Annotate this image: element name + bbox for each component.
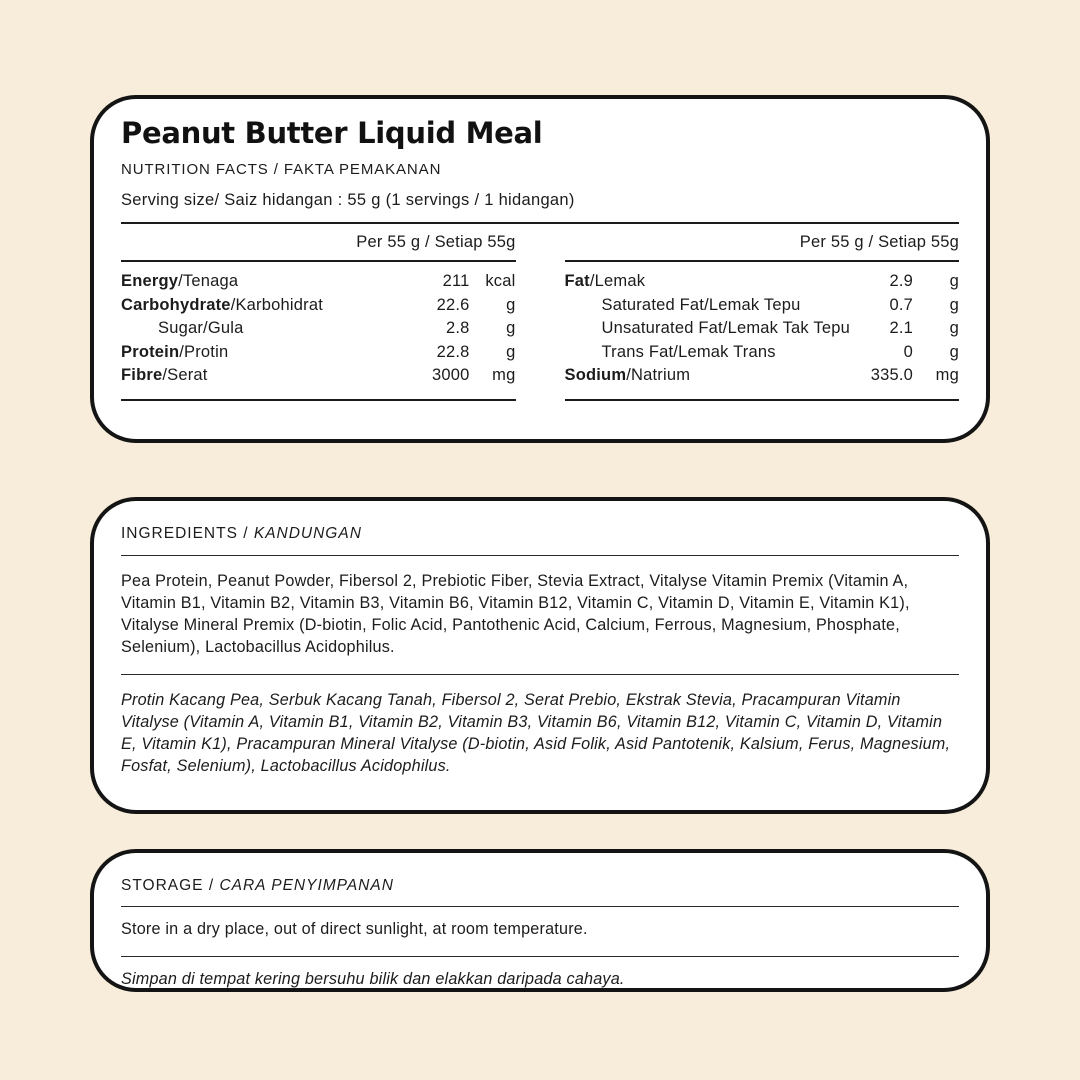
nutrition-row-carbohydrate [121, 296, 516, 320]
nutrient-label: Saturated Fat/Lemak Tepu [601, 295, 801, 314]
nutrient-unit: g [506, 342, 516, 361]
per-serving-header-right: Per 55 g / Setiap 55g [565, 224, 960, 262]
storage-heading: STORAGE / CARA PENYIMPANAN [121, 877, 394, 894]
product-title: Peanut Butter Liquid Meal [121, 116, 543, 150]
nutrient-label: Fibre/Serat [121, 366, 208, 384]
ingredients-divider-top [121, 555, 959, 556]
nutrient-value: 22.6 [436, 295, 470, 314]
ingredients-heading-malay: KANDUNGAN [253, 525, 362, 542]
nutrition-tables [121, 224, 959, 401]
serving-size-line: Serving size/ Saiz hidangan : 55 g (1 servings / 1 hidangan) [121, 191, 575, 209]
nutrient-label: Sugar/Gula [158, 319, 244, 337]
nutrient-label: Fat/Lemak [564, 272, 646, 290]
storage-heading-malay: CARA PENYIMPANAN [219, 877, 394, 894]
nutrient-unit: mg [492, 366, 516, 384]
nutrient-value: 0 [903, 342, 913, 361]
nutrient-unit: g [506, 319, 516, 337]
nutrient-unit: g [506, 295, 516, 314]
nutrient-value: 2.1 [889, 319, 913, 337]
nutrient-value: 2.9 [889, 272, 913, 290]
nutrition-row-sodium [565, 366, 960, 390]
nutrient-value: 211 [442, 272, 470, 290]
nutrient-unit: g [949, 295, 959, 314]
nutrient-unit: mg [935, 366, 959, 384]
storage-text-malay: Simpan di tempat kering bersuhu bilik dan elakkan daripada cahaya. [121, 970, 625, 989]
nutrient-value: 335.0 [870, 366, 913, 384]
storage-divider-top [121, 906, 959, 907]
nutrition-table-left [121, 224, 516, 401]
nutrient-label: Energy/Tenaga [121, 272, 239, 290]
nutrition-row-trans-fat [565, 343, 960, 367]
nutrient-value: 0.7 [889, 295, 913, 314]
ingredients-heading: INGREDIENTS / KANDUNGAN [121, 525, 362, 542]
nutrition-facts-heading: NUTRITION FACTS / FAKTA PEMAKANAN [121, 161, 442, 178]
nutrition-table-right [565, 224, 960, 401]
nutrition-rows-left [121, 262, 516, 401]
nutrition-row-saturated-fat [565, 296, 960, 320]
nutrition-facts-card [90, 95, 990, 443]
nutrient-value: 3000 [431, 366, 470, 384]
nutrient-value: 2.8 [445, 319, 470, 337]
ingredients-divider-middle [121, 674, 959, 675]
storage-text-english: Store in a dry place, out of direct sunlight, at room temperature. [121, 920, 588, 938]
nutrient-unit: g [949, 272, 959, 290]
nutrition-row-fibre [121, 366, 516, 390]
storage-divider-middle [121, 956, 959, 957]
nutrition-row-energy [121, 272, 516, 296]
nutrient-label: Carbohydrate/Karbohidrat [121, 295, 323, 314]
nutrition-row-unsaturated-fat [565, 319, 960, 343]
ingredients-text-english: Pea Protein, Peanut Powder, Fibersol 2, Prebiotic Fiber, Stevia Extract, Vitalyse Vitamin Premix (Vitamin A, Vitamin B1, Vitamin B2, Vitamin B3, Vitamin B6, Vitamin B12, Vitamin C, Vitamin D, Vitamin E, Vitamin K1), Vitalyse Mineral Premix (D-biotin, Folic Acid, Pantothenic Acid, Calcium, Ferrous, Magnesium, Phosphate, Selenium), Lactobacillus Acidophilus. [121, 572, 910, 656]
per-serving-header-left: Per 55 g / Setiap 55g [121, 224, 516, 262]
nutrient-label: Trans Fat/Lemak Trans [601, 342, 776, 361]
nutrition-row-protein [121, 343, 516, 367]
nutrient-unit: g [949, 342, 959, 361]
ingredients-text-malay: Protin Kacang Pea, Serbuk Kacang Tanah, Fibersol 2, Serat Prebio, Ekstrak Stevia, Pracampuran Vitamin Vitalyse (Vitamin A, Vitamin B1, Vitamin B2, Vitamin B3, Vitamin B6, Vitamin B12, Vitamin C, Vitamin D, Vitamin E, Vitamin K1), Pracampuran Mineral Vitalyse (D-biotin, Asid Folik, Asid Pantotenik, Kalsium, Ferus, Magnesium, Fosfat, Selenium), Lactobacillus Acidophilus. [121, 691, 951, 776]
nutrition-row-sugar [121, 319, 516, 343]
nutrient-label: Unsaturated Fat/Lemak Tak Tepu [601, 319, 850, 337]
nutrient-value: 22.8 [436, 342, 470, 361]
nutrient-label: Protein/Protin [121, 342, 229, 361]
nutrition-rows-right [565, 262, 960, 401]
nutrition-row-fat [565, 272, 960, 296]
nutrient-unit: kcal [485, 272, 516, 290]
nutrient-label: Sodium/Natrium [564, 366, 691, 384]
nutrient-unit: g [949, 319, 959, 337]
ingredients-card [90, 497, 990, 814]
storage-card [90, 849, 990, 992]
